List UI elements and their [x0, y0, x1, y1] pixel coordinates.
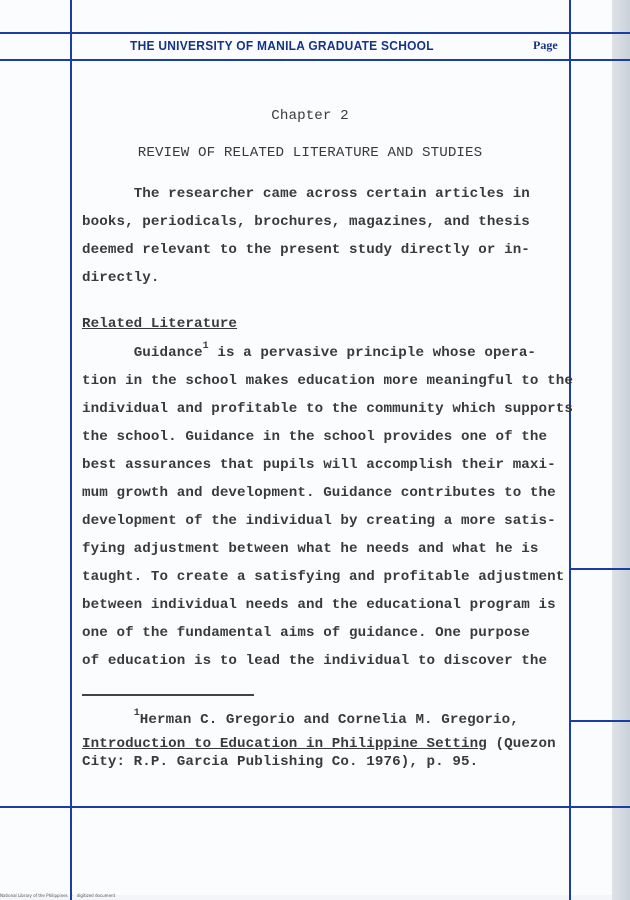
paragraph-line: mum growth and development. Guidance contributes to the [82, 485, 556, 501]
footnote-ref: 1 [202, 341, 209, 352]
paragraph-line: individual and profitable to the community which supports [82, 401, 573, 417]
header-rule-bottom [0, 59, 630, 61]
paragraph-line: of education is to lead the individual to discover the [82, 653, 548, 669]
right-rule-1 [570, 568, 630, 570]
school-header-title: THE UNIVERSITY OF MANILA GRADUATE SCHOOL [130, 38, 434, 53]
intro-line: deemed relevant to the present study directly or in- [82, 242, 530, 258]
intro-line: books, periodicals, brochures, magazines, and thesis [82, 214, 530, 230]
scan-caption: National Library of the Philippines · digitized document [0, 893, 116, 898]
paragraph-line: one of the fundamental aims of guidance. One purpose [82, 625, 530, 641]
left-margin-rule [70, 0, 72, 900]
paragraph-line: development of the individual by creating a more satis- [82, 513, 556, 529]
paragraph-line: the school. Guidance in the school provides one of the [82, 429, 548, 445]
page-edge [612, 0, 630, 900]
footnote-separator [82, 694, 254, 696]
section-title: REVIEW OF RELATED LITERATURE AND STUDIES [137, 145, 483, 161]
right-margin-rule [569, 0, 571, 900]
paragraph-line: fying adjustment between what he needs and what he is [82, 541, 539, 557]
paragraph-line: tion in the school makes education more meaningful to the [82, 373, 573, 389]
paragraph-line: best assurances that pupils will accomplish their maxi- [82, 457, 556, 473]
footnote-line: $^1$Herman C. Gregorio and Cornelia M. Gregorio, [133, 708, 519, 728]
right-rule-2 [570, 720, 630, 722]
footer-rule [0, 806, 630, 808]
page-number-label: Page [533, 38, 558, 52]
intro-line: directly. [82, 270, 160, 286]
paragraph-line: taught. To create a satisfying and profitable adjustment [82, 569, 565, 585]
subheading-related-literature: Related Literature [82, 316, 238, 332]
footnote-line: City: R.P. Garcia Publishing Co. 1976), p. 95. [82, 754, 479, 770]
intro-line: The researcher came across certain articles in [133, 186, 530, 202]
footnote-marker: 1 [133, 708, 140, 719]
footnote-book-title: Introduction to Education in Philippine Setting [82, 736, 487, 752]
header-rule-top [0, 32, 630, 34]
paragraph-line: Guidance$^1$ is a pervasive principle whose opera- [133, 341, 537, 361]
paragraph-line: between individual needs and the educational program is [82, 597, 556, 613]
chapter-title: Chapter 2 [271, 108, 349, 124]
footnote-line: Introduction to Education in Philippine Setting (Quezon [82, 736, 556, 752]
